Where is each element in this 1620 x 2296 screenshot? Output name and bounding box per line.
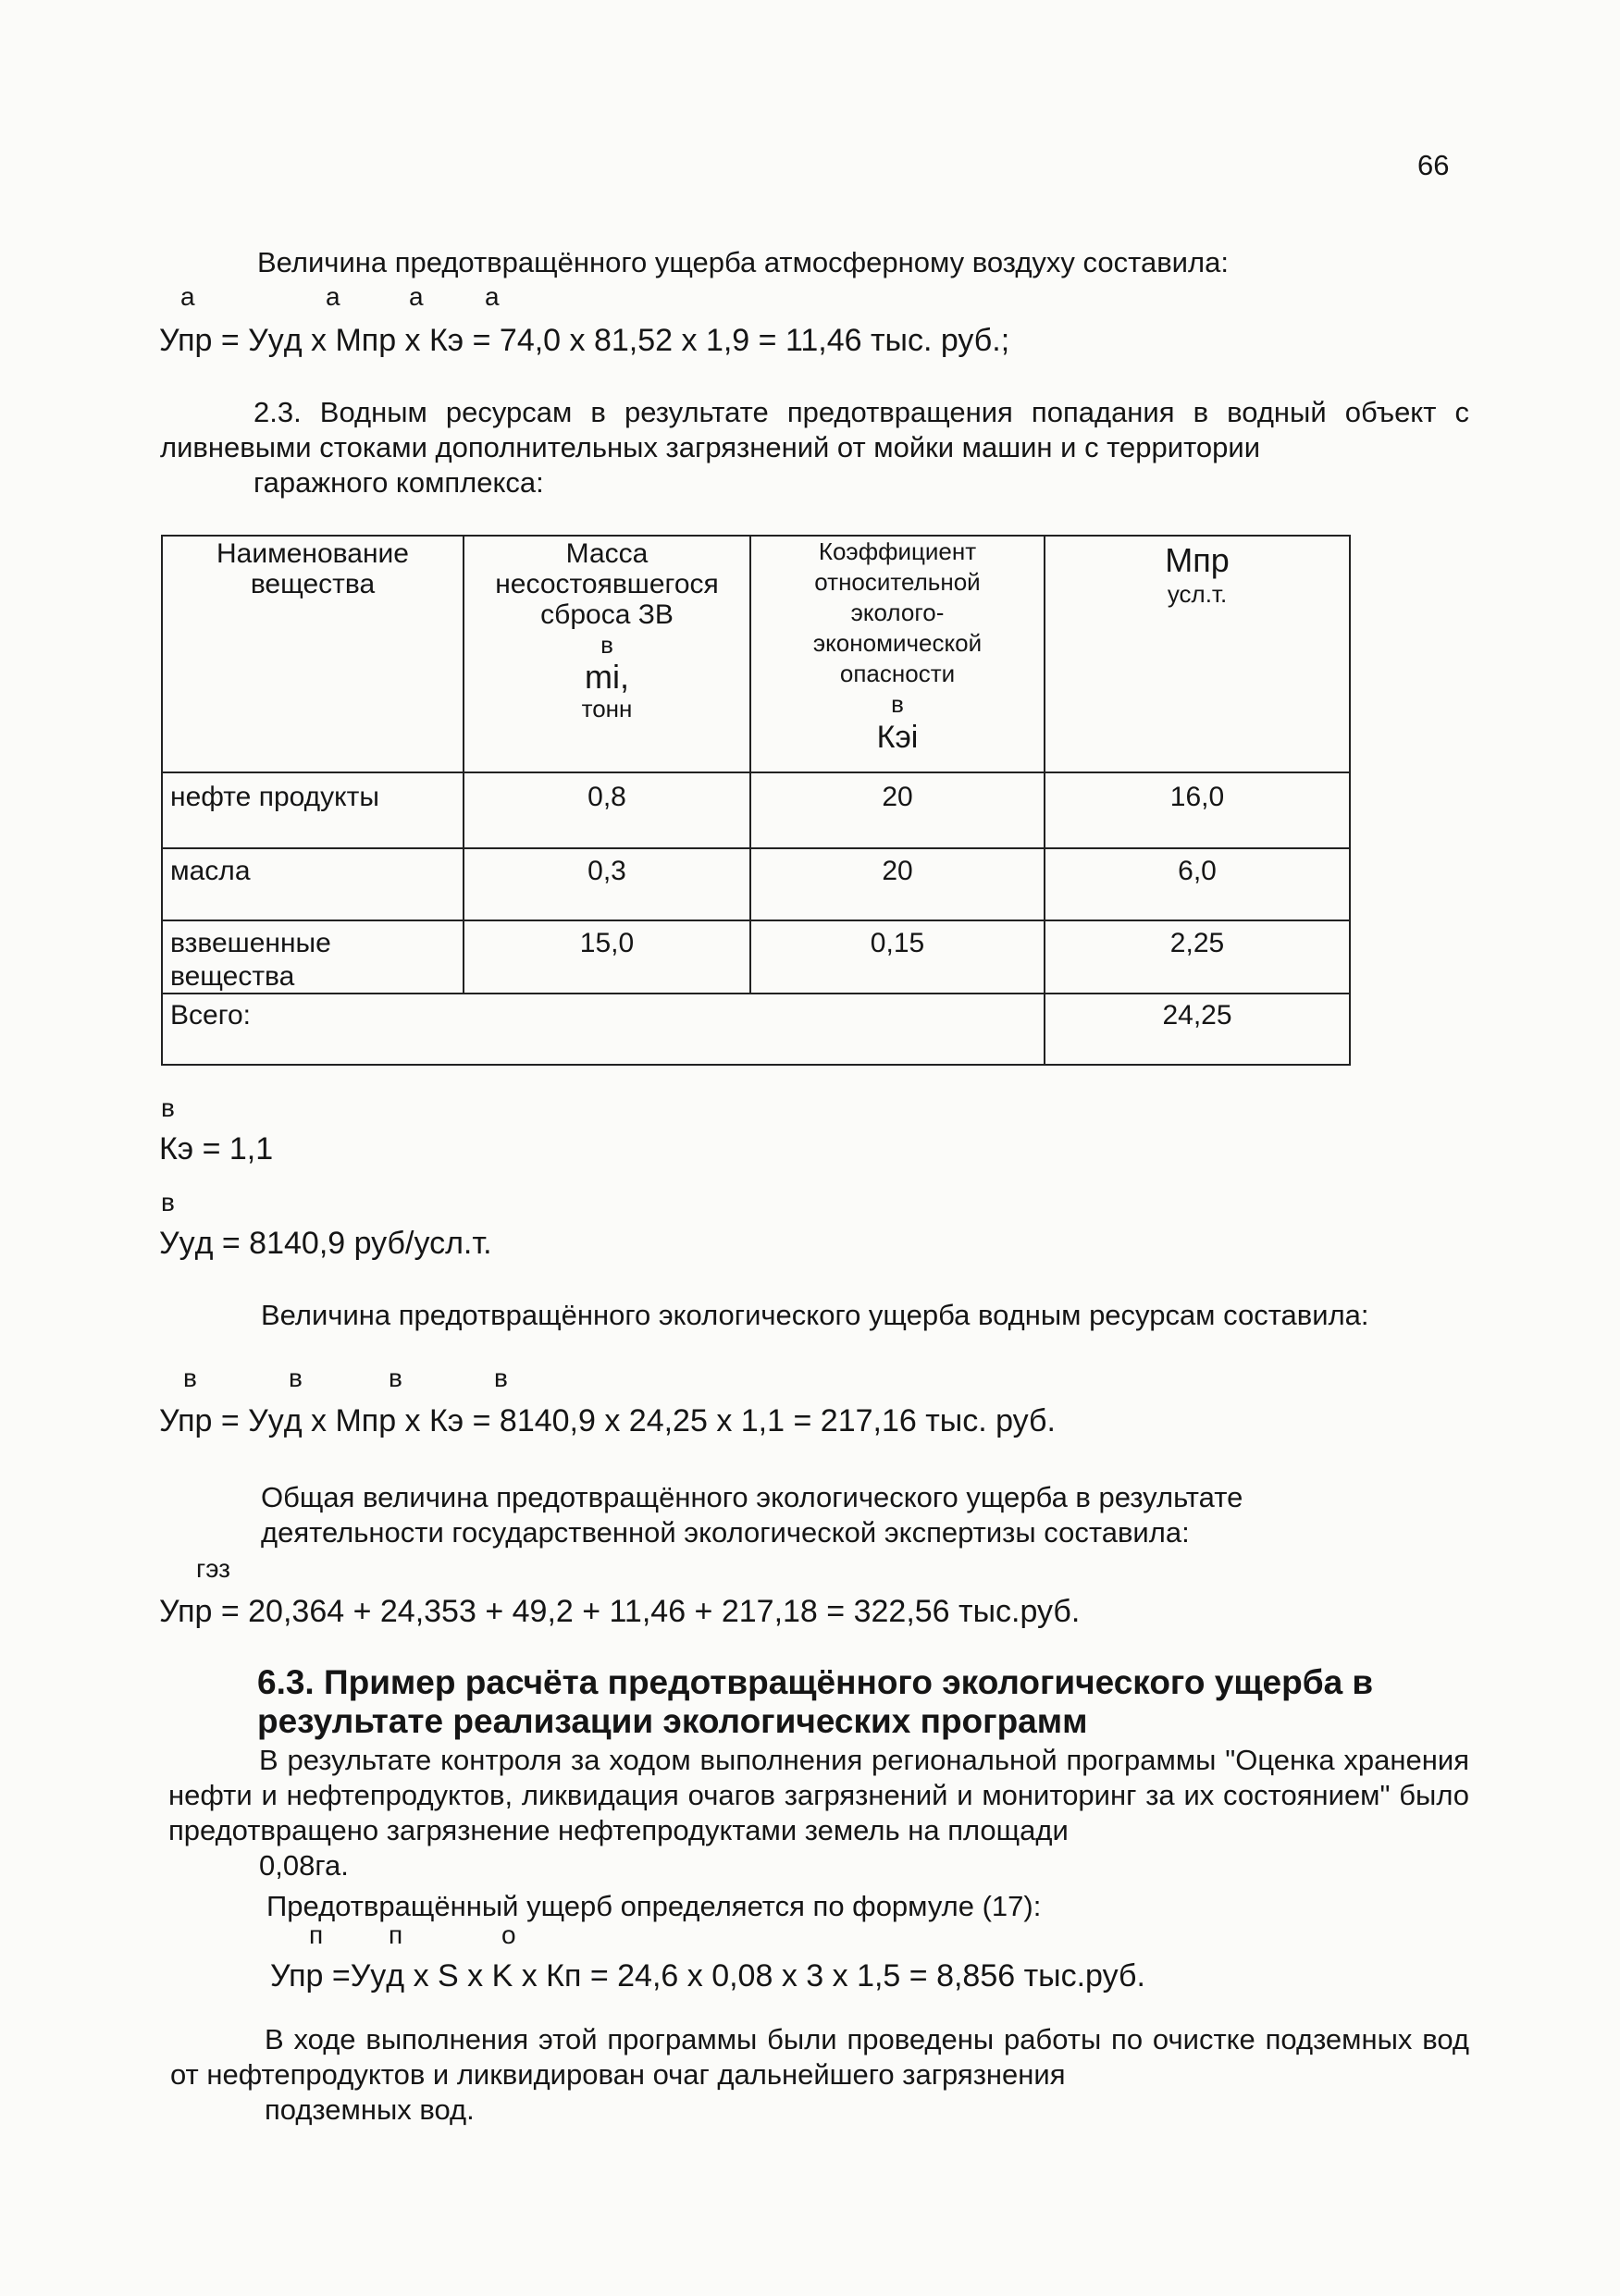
row-3-coef: 0,15 [870, 928, 925, 958]
formula17-intro: Предотвращённый ущерб определяется по формуле (17): [266, 1890, 1042, 1922]
water-sup-3: в [389, 1364, 402, 1392]
final-paragraph-text: В ходе выполнения этой программы были проведены работы по очистке подземных вод от нефтепродуктов и ликвидирован очаг дальнейшего загрязнения [170, 2023, 1469, 2091]
air-sup-3: а [409, 282, 424, 311]
header-coefficient: Коэффициент относительной эколого- экономической опасности в Кэi [812, 537, 983, 755]
formula17: Упр =Уyд x S x K x Кп = 24,6 x 0,08 x 3 x 1,5 = 8,856 тыс.руб. [270, 1958, 1145, 1994]
row-1-coef: 20 [882, 782, 913, 812]
formula17-sup-1: п [309, 1920, 324, 1949]
row-2-name: масла [170, 856, 251, 886]
total-paragraph [161, 1480, 1469, 1550]
final-paragraph-last: подземных вод. [265, 2093, 475, 2126]
water-paragraph [160, 395, 1469, 500]
total-formula: Упр = 20,364 + 24,353 + 49,2 + 11,46 + 217,18 = 322,56 тыс.руб. [159, 1594, 1081, 1629]
header-mass: Масса несостоявшегося сброса ЗВ в mi, тонн [495, 538, 719, 722]
section-heading [168, 1663, 1469, 1741]
ke-sup: в [161, 1093, 175, 1122]
row-2-mass: 0,3 [587, 856, 626, 886]
row-3-mpr: 2,25 [1169, 928, 1225, 958]
formula17-sup-2: п [389, 1920, 403, 1949]
row-1-mass: 0,8 [587, 782, 626, 812]
air-sup-4: а [485, 282, 500, 311]
water-sup-4: в [494, 1364, 508, 1392]
section-heading-line2: результате реализации экологических программ [257, 1702, 1088, 1740]
section-heading-line1: 6.3. Пример расчёта предотвращённого экологического ущерба в [257, 1663, 1374, 1701]
water-paragraph-last: гаражного комплекса: [254, 466, 544, 499]
water-formula: Упр = Уyд x Мпр x Кэ = 8140,9 x 24,25 x 1,1 = 217,16 тыс. руб. [159, 1403, 1056, 1438]
total-paragraph-last: деятельности государственной экологической экспертизы составила: [261, 1516, 1190, 1549]
total-paragraph-text: Общая величина предотвращённого экологического ущерба в результате [261, 1481, 1243, 1513]
header-substance: Наименование вещества [216, 538, 409, 599]
row-2-coef: 20 [882, 856, 913, 886]
ke-value: Кэ = 1,1 [159, 1131, 274, 1167]
total-label: Всего: [170, 1000, 251, 1031]
total-sup: гэз [196, 1554, 231, 1583]
air-sup-1: а [180, 282, 195, 311]
final-paragraph [170, 2022, 1469, 2128]
air-sup-2: а [326, 282, 340, 311]
row-3-name: взвешенные вещества [170, 928, 331, 992]
total-value: 24,25 [1162, 1000, 1232, 1031]
row-1-mpr: 16,0 [1169, 782, 1225, 812]
program-paragraph [168, 1743, 1469, 1883]
pollutant-table [161, 535, 1351, 1066]
uud-sup: в [161, 1188, 175, 1216]
formula17-sup-3: о [501, 1920, 516, 1949]
row-1-name: нефте продукты [170, 782, 379, 812]
program-paragraph-text: В результате контроля за ходом выполнения региональной программы "Оценка хранения нефти и нефтепродуктов, ликвидация очагов загрязнений и мониторинг за их состоянием" было предотвращено загрязнение нефтепродуктами земель на площади [168, 1744, 1469, 1846]
water-sup-1: в [183, 1364, 197, 1392]
row-2-mpr: 6,0 [1178, 856, 1217, 886]
uud-value: Уyд = 8140,9 руб/усл.т. [159, 1226, 492, 1261]
page-number: 66 [1417, 149, 1450, 181]
water-intro: Величина предотвращённого экологического ущерба водным ресурсам составила: [261, 1299, 1369, 1331]
row-3-mass: 15,0 [579, 928, 635, 958]
program-paragraph-last: 0,08га. [259, 1849, 349, 1882]
air-formula: Упр = Уyд x Мпр x Кэ = 74,0 x 81,52 x 1,9 = 11,46 тыс. руб.; [159, 323, 1010, 358]
air-intro: Величина предотвращённого ущерба атмосферному воздуху составила: [257, 246, 1229, 278]
header-mpr: Мпр усл.т. [1165, 541, 1230, 608]
water-sup-2: в [289, 1364, 303, 1392]
water-paragraph-text: 2.3. Водным ресурсам в результате предотвращения попадания в водный объект с ливневыми стоками дополнительных загрязнений от мойки машин и с территории [160, 396, 1469, 463]
